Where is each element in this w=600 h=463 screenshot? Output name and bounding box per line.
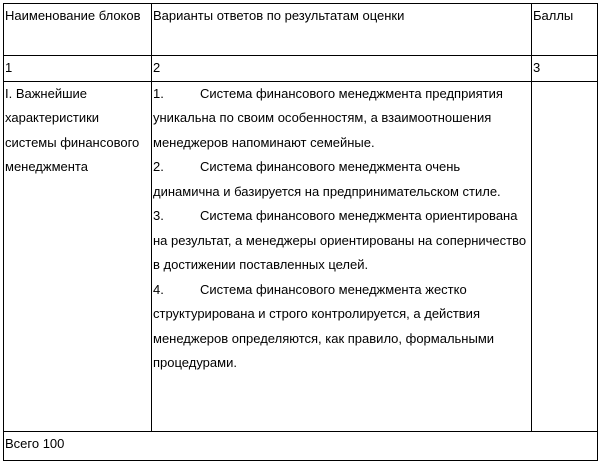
answer-number: 3. — [153, 208, 164, 223]
block-row — [4, 81, 598, 431]
block-score — [532, 81, 598, 431]
answer-item — [153, 155, 530, 204]
column-number-row — [4, 56, 598, 82]
answer-item — [153, 82, 530, 156]
answer-number: 4. — [153, 281, 164, 297]
answer-text: Система финансового менеджмента предприятия уникальна по своим особенностям, а взаимоотношения менеджеров напоминают семейные. — [153, 85, 503, 150]
answer-item — [153, 204, 530, 278]
header-row — [4, 4, 598, 56]
answer-text: Система финансового менеджмента ориентирована на результат, а менеджеры ориентированы на соперничество в достижении поставленных целей. — [153, 208, 527, 272]
block-name: I. Важнейшие характеристики системы финансового менеджмента — [4, 81, 152, 431]
column-number-2: 2 — [152, 56, 532, 82]
total-row — [4, 431, 598, 460]
total-label: Всего 100 — [4, 431, 598, 460]
assessment-table — [3, 3, 598, 461]
answer-text: Система финансового менеджмента очень динамична и базируется на предпринимательском стиле. — [153, 159, 501, 199]
answer-item — [153, 278, 530, 376]
column-number-3: 3 — [532, 56, 598, 82]
answer-text: Система финансового менеджмента жестко структурирована и строго контролируется, а действия менеджеров определяются, как правило, формальными процедурами. — [153, 281, 495, 370]
header-block-name: Наименование блоков — [4, 4, 152, 56]
answer-list — [152, 81, 532, 431]
answer-number: 2. — [153, 159, 164, 174]
header-points: Баллы — [532, 4, 598, 56]
header-answer-options: Варианты ответов по результатам оценки — [152, 4, 532, 56]
column-number-1: 1 — [4, 56, 152, 82]
answer-number: 1. — [153, 85, 164, 101]
